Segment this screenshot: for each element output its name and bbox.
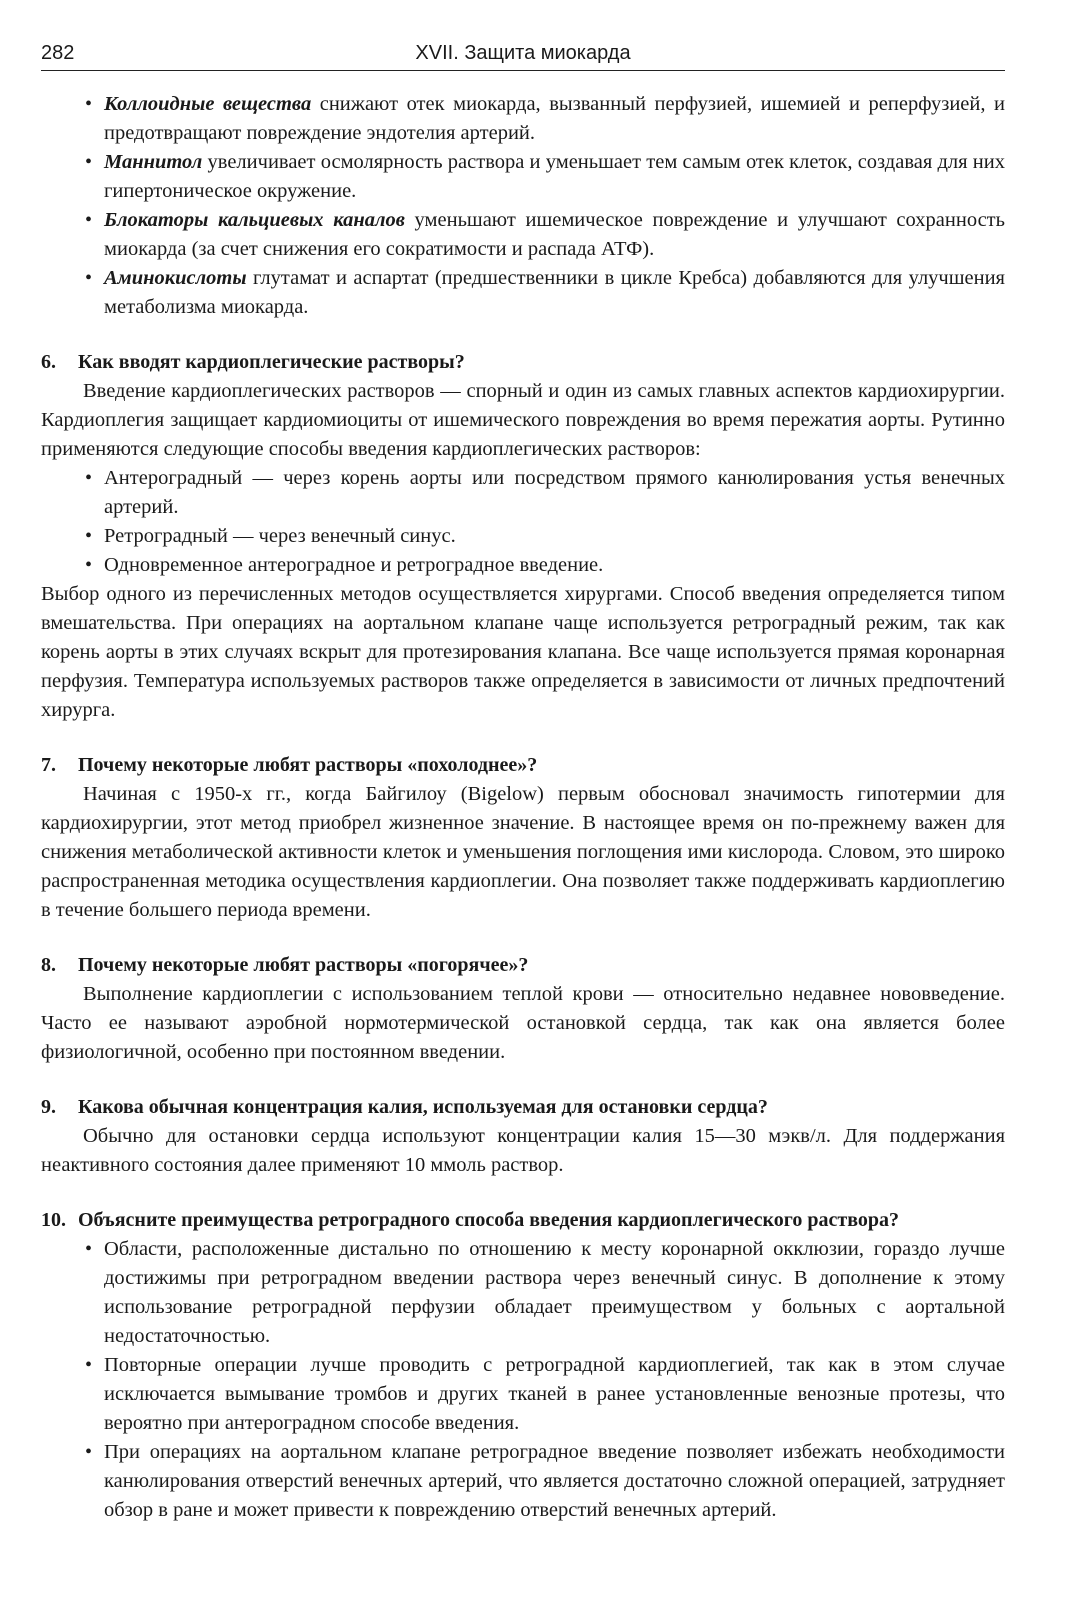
question-text: Какова обычная концентрация калия, используемая для остановки сердца? (78, 1096, 768, 1118)
page-number: 282 (41, 42, 75, 64)
bullet-term: Аминокислоты (104, 267, 247, 289)
page-content (41, 90, 1005, 1525)
question-text: Почему некоторые любят растворы «похолоднее»? (78, 754, 538, 776)
question-number: 10. (41, 1209, 66, 1231)
list-item: • Ретроградный — через венечный синус. (41, 522, 1005, 551)
question-number: 6. (41, 351, 56, 373)
question-text: Как вводят кардиоплегические растворы? (78, 351, 465, 373)
bullet-term: Маннитол (104, 151, 203, 173)
answer-8: Выполнение кардиоплегии с использованием теплой крови — относительно недавнее нововведение. Часто ее называют аэробной нормотермической остановкой сердца, так как она является более физиологичной, особенно при постоянном введении. (41, 983, 1005, 1063)
question-6-heading (41, 348, 1005, 377)
answer-9: Обычно для остановки сердца используют концентрации калия 15—30 мэкв/л. Для поддержания неактивного состояния далее применяют 10 ммоль раствор. (41, 1125, 1005, 1176)
bullet-text: уменьшают ишемическое повреждение и улучшают сохранность миокарда (за счет снижения его сократимости и распада АТФ). (104, 209, 1005, 260)
list-item: • Одновременное антероградное и ретроградное введение. (41, 551, 1005, 580)
question-text: Объясните преимущества ретроградного способа введения кардиоплегического раствора? (78, 1209, 899, 1231)
list-item (41, 264, 1005, 322)
intro-bullet-list (41, 90, 1005, 322)
bullet-text: снижают отек миокарда, вызванный перфузией, ишемией и реперфузией, и предотвращают повреждение эндотелия артерий. (104, 93, 1006, 144)
question-number: 8. (41, 954, 56, 976)
bullet-term: Коллоидные вещества (104, 93, 312, 115)
list-item: • Области, расположенные дистально по отношению к месту коронарной окклюзии, гораздо лучше достижимы при ретроградном введении раствора через венечный синус. В дополнение к этому использование ретроградной перфузии обладает преимуществом у больных с аортальной недостаточностью. (41, 1235, 1005, 1351)
question-10-heading (41, 1206, 1005, 1235)
bullet-text: увеличивает осмолярность раствора и уменьшает тем самым отек клеток, создавая для них гипертоническое окружение. (104, 151, 1005, 202)
question-7-heading (41, 751, 1005, 780)
list-item (41, 148, 1005, 206)
list-item (41, 206, 1005, 264)
answer-7: Начиная с 1950-х гг., когда Байгилоу (Bigelow) первым обосновал значимость гипотермии для кардиохирургии, этот метод приобрел жизненное значение. В настоящее время он по-прежнему важен для снижения метаболической активности клеток и уменьшения поглощения ими кислорода. Словом, это широко распространенная методика осуществления кардиоплегии. Она позволяет также поддерживать кардиоплегию в течение большего периода времени. (41, 783, 1005, 921)
list-item: • Повторные операции лучше проводить с ретроградной кардиоплегией, так как в этом случае исключается вымывание тромбов и других тканей в ранее установленные венозные протезы, что вероятно при антероградном способе введения. (41, 1351, 1005, 1438)
bullet-text: глутамат и аспартат (предшественники в цикле Кребса) добавляются для улучшения метаболизма миокарда. (104, 267, 1005, 318)
list-item (41, 90, 1005, 148)
page-header (41, 38, 1005, 71)
answer-6-bullets (41, 464, 1005, 580)
answer-6-outro: Выбор одного из перечисленных методов осуществляется хирургами. Способ введения определяется типом вмешательства. При операциях на аортальном клапане чаще используется ретроградный режим, так как корень аорты в этих случаях вскрыт для протезирования клапана. Все чаще используется прямая коронарная перфузия. Температура используемых растворов также определяется в зависимости от личных предпочтений хирурга. (41, 583, 1005, 721)
list-item: • При операциях на аортальном клапане ретроградное введение позволяет избежать необходимости канюлирования отверстий венечных артерий, что является достаточно сложной операцией, затрудняет обзор в ране и может привести к повреждению отверстий венечных артерий. (41, 1438, 1005, 1525)
question-9-heading (41, 1093, 1005, 1122)
bullet-term: Блокаторы кальциевых каналов (104, 209, 405, 231)
question-8-heading (41, 951, 1005, 980)
question-text: Почему некоторые любят растворы «погорячее»? (78, 954, 529, 976)
answer-10-bullets (41, 1235, 1005, 1525)
question-number: 9. (41, 1096, 56, 1118)
question-number: 7. (41, 754, 56, 776)
answer-6-intro: Введение кардиоплегических растворов — спорный и один из самых главных аспектов кардиохирургии. Кардиоплегия защищает кардиомиоциты от ишемического повреждения во время пережатия аорты. Рутинно применяются следующие способы введения кардиоплегических растворов: (41, 380, 1005, 460)
list-item: • Антероградный — через корень аорты или посредством прямого канюлирования устья венечных артерий. (41, 464, 1005, 522)
running-title: XVII. Защита миокарда (415, 42, 631, 64)
